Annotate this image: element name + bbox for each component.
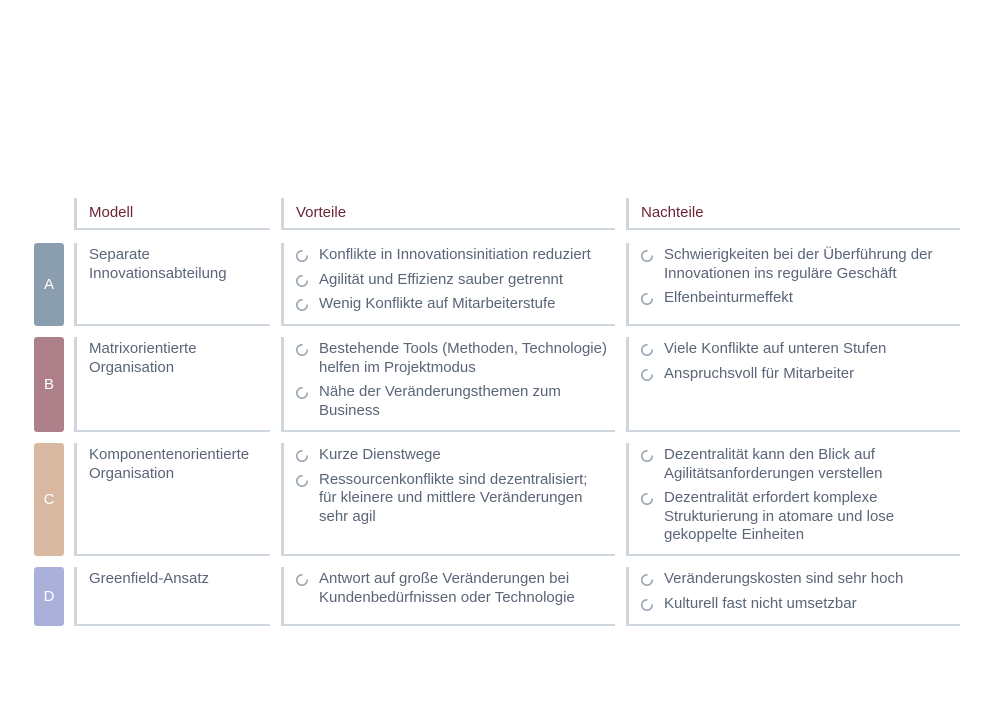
list-item-text: Wenig Konflikte auf Mitarbeiterstufe: [319, 295, 556, 312]
header-nachteile: [626, 198, 960, 230]
circular-arrow-icon: [640, 343, 654, 357]
list-item: [664, 446, 952, 483]
row-band-c: [34, 443, 64, 556]
nachteile-cell: [626, 243, 960, 326]
list-item-text: Antwort auf große Veränderungen bei Kundenbedürfnissen oder Technologie: [319, 570, 575, 606]
circular-arrow-icon: [295, 343, 309, 357]
circular-arrow-icon: [640, 573, 654, 587]
list-item: [664, 289, 952, 308]
row-band-a: [34, 243, 64, 326]
list-item-text: Konflikte in Innovationsinitiation reduziert: [319, 246, 591, 263]
circular-arrow-icon: [295, 449, 309, 463]
modell-cell: [74, 443, 270, 556]
list-item: [664, 365, 952, 384]
circular-arrow-icon: [640, 492, 654, 506]
row-letter: D: [43, 588, 55, 605]
circular-arrow-icon: [295, 573, 309, 587]
list-item: [664, 340, 952, 359]
row-band-d: [34, 567, 64, 626]
modell-text: Separate Innovationsabteilung: [89, 246, 227, 282]
nachteile-list: [641, 340, 952, 383]
circular-arrow-icon: [640, 292, 654, 306]
list-item-text: Ressourcenkonflikte sind dezentralisiert; für kleinere und mittlere Veränderungen sehr agil: [319, 470, 588, 525]
vorteile-list: [296, 246, 607, 314]
list-item: [319, 295, 607, 314]
list-item-text: Bestehende Tools (Methoden, Technologie) helfen im Projektmodus: [319, 340, 607, 376]
header-vorteile-label: Vorteile: [296, 204, 347, 221]
list-item-text: Kurze Dienstwege: [319, 446, 441, 463]
modell-text: Greenfield-Ansatz: [89, 570, 210, 587]
circular-arrow-icon: [640, 249, 654, 263]
list-item-text: Elfenbeinturmeffekt: [664, 289, 793, 306]
row-letter: A: [43, 276, 54, 293]
list-item-text: Veränderungskosten sind sehr hoch: [664, 570, 904, 587]
modell-cell: [74, 243, 270, 326]
header-modell: [74, 198, 270, 230]
modell-text: Matrixorientierte Organisation: [89, 340, 197, 376]
list-item-text: Schwierigkeiten bei der Überführung der Innovationen ins reguläre Geschäft: [664, 246, 933, 282]
list-item: [319, 383, 607, 420]
header-nachteile-label: Nachteile: [641, 204, 704, 221]
header-modell-label: Modell: [89, 204, 134, 221]
vorteile-cell: [281, 443, 615, 556]
vorteile-cell: [281, 567, 615, 626]
circular-arrow-icon: [295, 274, 309, 288]
nachteile-cell: [626, 337, 960, 432]
circular-arrow-icon: [640, 449, 654, 463]
row-letter: B: [43, 376, 54, 393]
list-item-text: Agilität und Effizienz sauber getrennt: [319, 270, 564, 288]
list-item: [664, 595, 952, 614]
nachteile-cell: [626, 567, 960, 626]
list-item: [319, 446, 607, 465]
circular-arrow-icon: [295, 249, 309, 263]
circular-arrow-icon: [295, 474, 309, 488]
nachteile-list: [641, 246, 952, 308]
modell-cell: [74, 567, 270, 626]
row-letter: C: [43, 491, 55, 508]
list-item: [319, 570, 607, 607]
list-item: [319, 471, 607, 527]
list-item-text: Kulturell fast nicht umsetzbar: [664, 594, 857, 612]
list-item: [664, 489, 952, 545]
list-item-text: Nähe der Veränderungsthemen zum Business: [319, 383, 561, 419]
modell-text: Komponentenorientierte Organisation: [89, 446, 250, 482]
row-band-b: [34, 337, 64, 432]
vorteile-list: [296, 570, 607, 607]
circular-arrow-icon: [640, 598, 654, 612]
vorteile-list: [296, 340, 607, 420]
vorteile-cell: [281, 243, 615, 326]
circular-arrow-icon: [640, 368, 654, 382]
list-item: [319, 246, 607, 265]
nachteile-list: [641, 446, 952, 545]
list-item-text: Dezentralität kann den Blick auf Agilitätsanforderungen verstellen: [664, 446, 883, 482]
list-item-text: Anspruchsvoll für Mitarbeiter: [664, 364, 855, 382]
list-item-text: Viele Konflikte auf unteren Stufen: [664, 340, 887, 357]
vorteile-list: [296, 446, 607, 526]
list-item: [319, 340, 607, 377]
circular-arrow-icon: [295, 386, 309, 400]
list-item: [664, 246, 952, 283]
vorteile-cell: [281, 337, 615, 432]
list-item: [664, 570, 952, 589]
nachteile-list: [641, 570, 952, 613]
list-item: [319, 271, 607, 290]
modell-cell: [74, 337, 270, 432]
list-item-text: Dezentralität erfordert komplexe Strukturierung in atomare und lose gekoppelte Einheiten: [664, 489, 895, 543]
header-vorteile: [281, 198, 615, 230]
nachteile-cell: [626, 443, 960, 556]
circular-arrow-icon: [295, 298, 309, 312]
